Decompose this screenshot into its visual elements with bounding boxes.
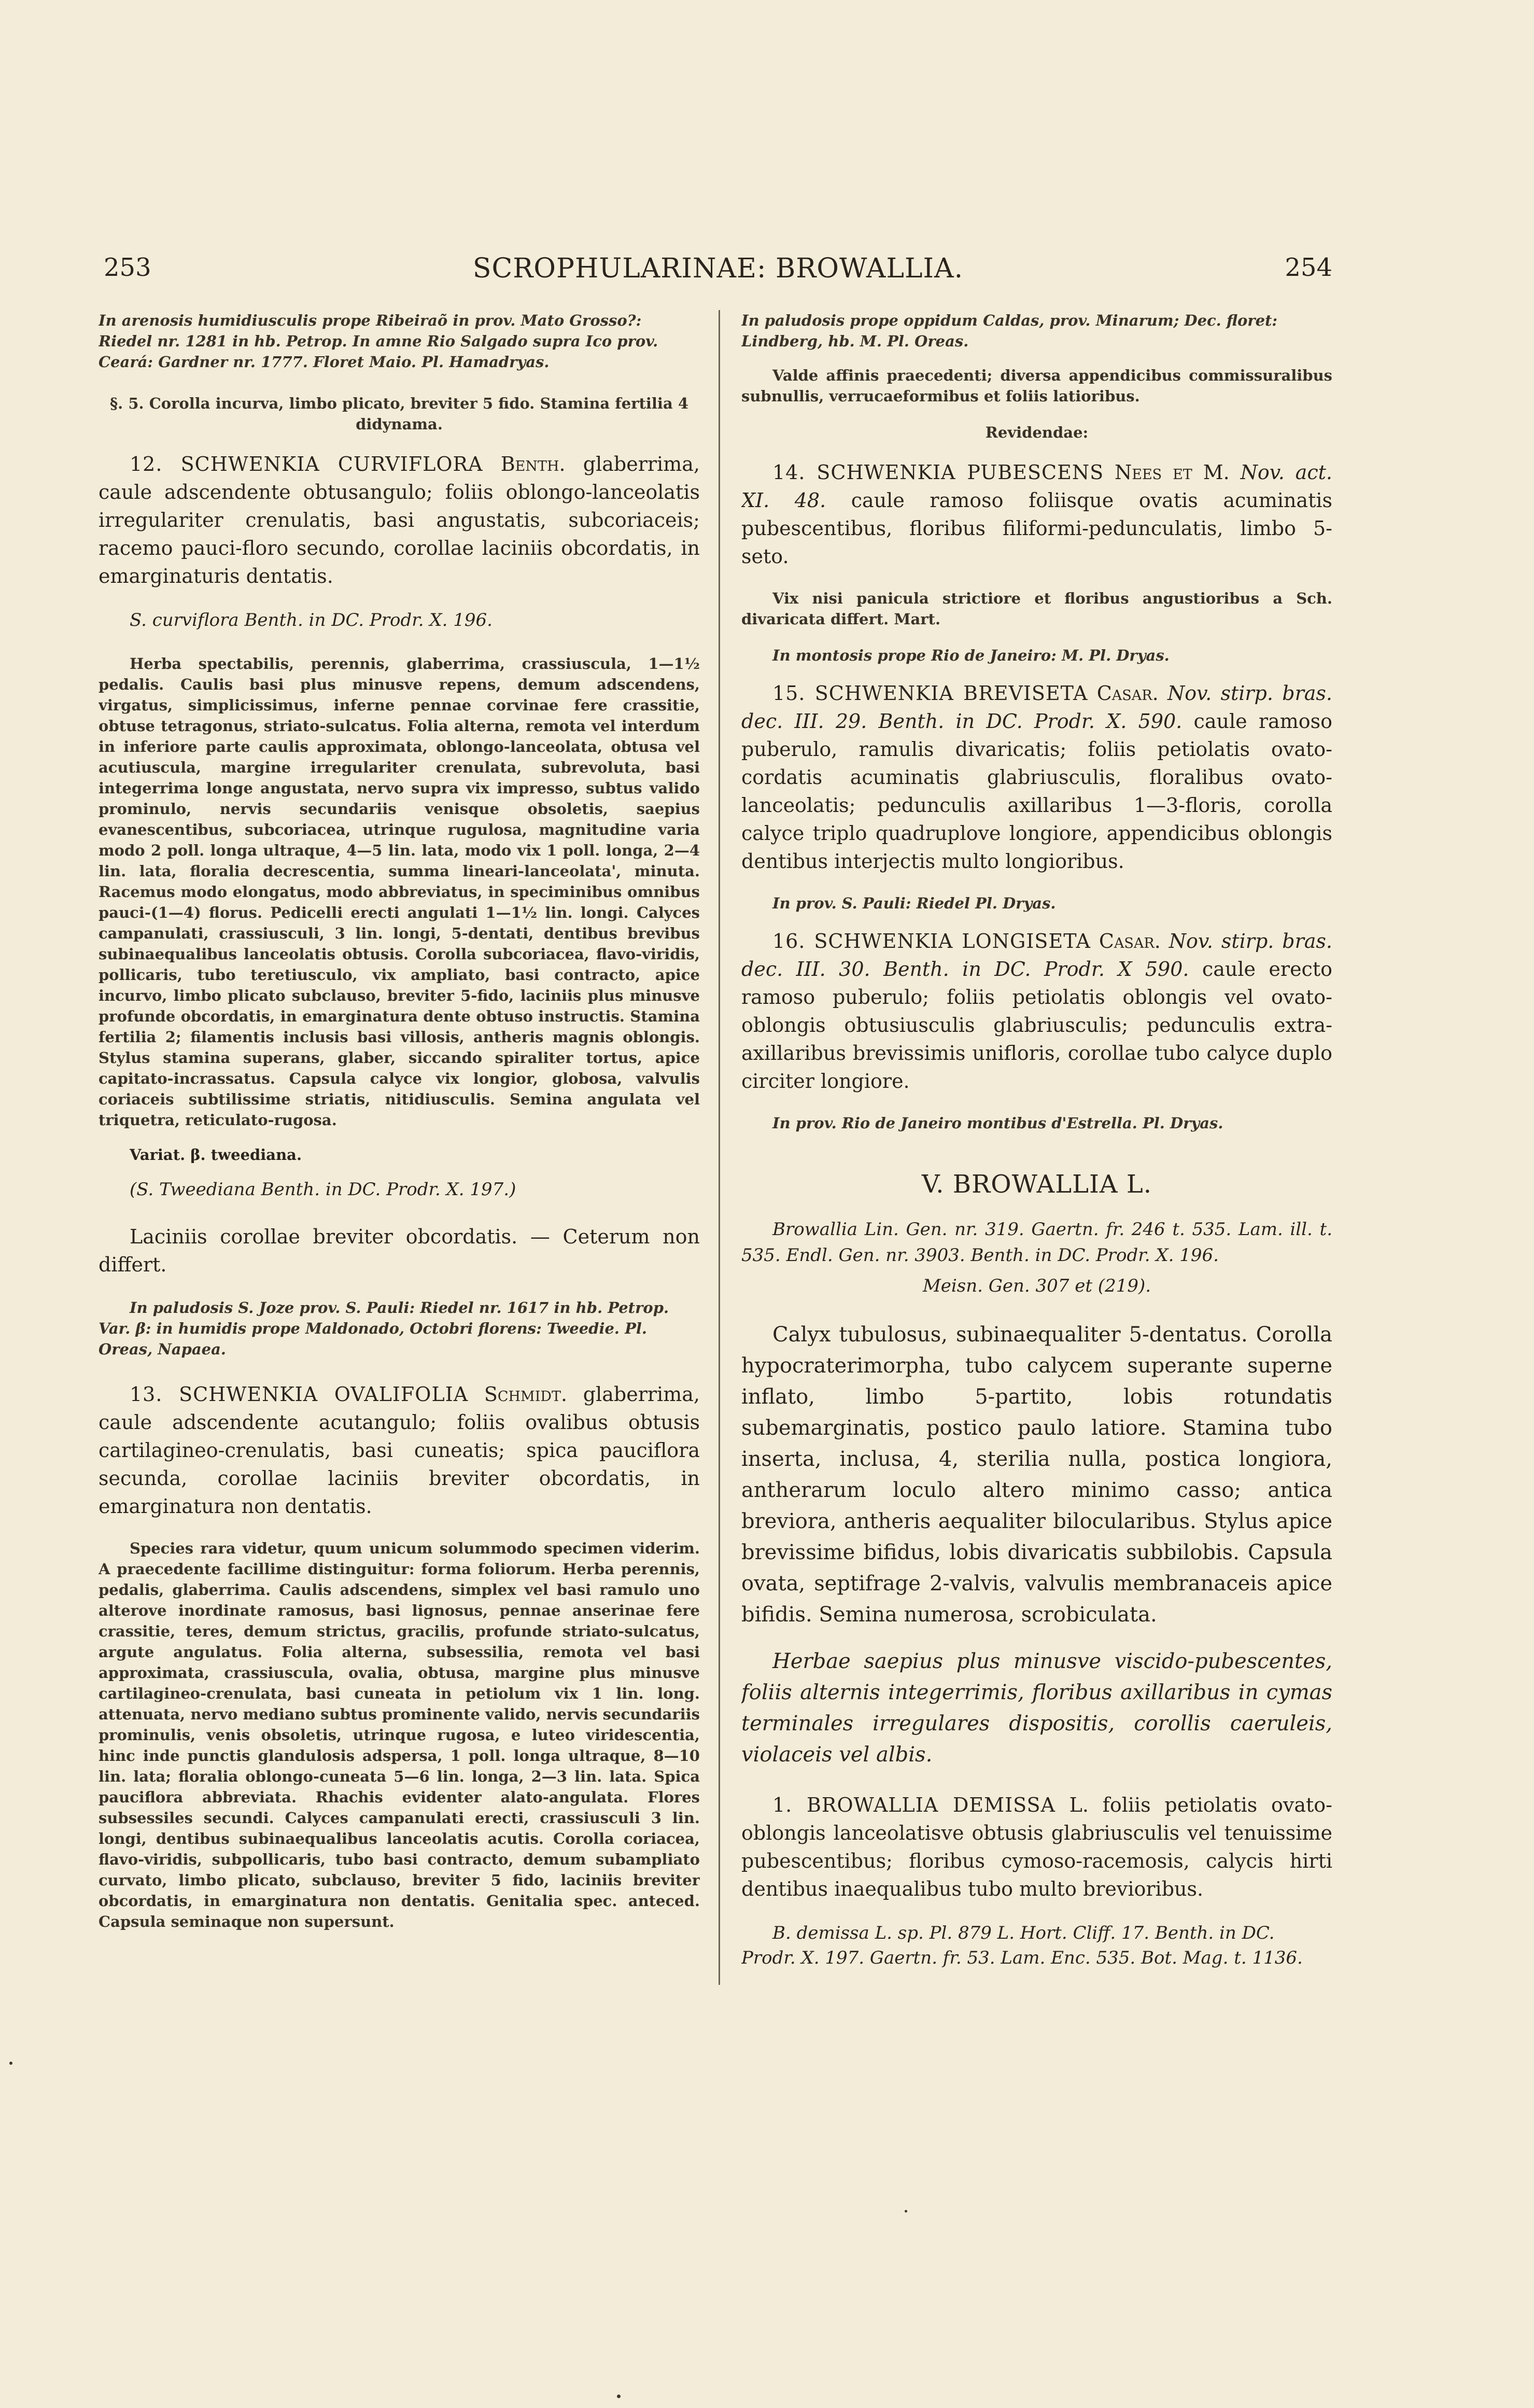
species-entry-14 bbox=[741, 458, 1332, 666]
species-name: 1. BROWALLIA DEMISSA bbox=[772, 1794, 1055, 1816]
species-description: Species rara videtur, quum unicum solummodo specimen viderim. A praecedente facillime distinguitur: forma foliorum. Herba perennis, pedalis, glaberrima. Caulis adscendens, simplex vel basi ramulo uno alterove inordinate ramosus, basi lignosus, pennae anserinae fere crassitie, teres, demum strictus, gracilis, profunde striato-sulcatus, argute angulatus. Folia alterna, subsessilia, remota vel basi approximata, crassiuscula, ovalia, obtusa, margine plus minusve cartilagineo-crenulata, basi cuneata in petiolum vix 1 lin. long. attenuata, nervo mediano subtus prominente valido, nervis secundariis prominulis, venis obsoletis, utrinque rugosa, e luteo viridescentia, hinc inde punctis glandulosis adspersa, 1 poll. longa ultraque, 8—10 lin. lata; floralia oblongo-cuneata 5—6 lin. longa, 2—3 lin. lata. Spica pauciflora abbreviata. Rhachis evidenter alato-angulata. Flores subsessiles secundi. Calyces campanulati erecti, crassiusculi 3 lin. longi, dentibus subinaequalibus lanceolatis acutis. Corolla coriacea, flavo-viridis, subpollicaris, tubo basi contracto, demum subampliato curvato, limbo plicato, subclauso, breviter 5 fido, laciniis breviter obcordatis, in emarginatura non dentatis. Genitalia spec. anteced. Capsula seminaque non supersunt. bbox=[98, 1539, 700, 1930]
species-author: Nees et M. bbox=[1115, 461, 1230, 484]
variety-text: Laciniis corollae breviter obcordatis. — Ceterum non differt. bbox=[98, 1225, 700, 1276]
page-number-left: 253 bbox=[104, 253, 151, 282]
species-diagnosis bbox=[741, 458, 1332, 570]
species-entry-15 bbox=[741, 679, 1332, 914]
section-heading: §. 5. Corolla incurva, limbo plicato, breviter 5 fido. Stamina fertilia 4 didynama. bbox=[109, 395, 689, 433]
paper-speck bbox=[905, 2210, 907, 2213]
variety-label: Variat. β. tweediana. bbox=[130, 1146, 302, 1164]
species-name: 12. SCHWENKIA CURVIFLORA bbox=[130, 453, 483, 475]
column-divider bbox=[719, 310, 720, 1985]
species-entry-12 bbox=[98, 450, 700, 1360]
species-entry-browallia-1 bbox=[741, 1791, 1332, 1970]
species-entry-13 bbox=[98, 1380, 700, 1932]
species-diagnosis bbox=[741, 927, 1332, 1095]
locality-note: In arenosis humidiusculis prope Ribeiraõ in prov. Mato Grosso?: Riedel nr. 1281 in hb. Petrop. In amne Rio Salgado supra Ico prov. Ceará: Gardner nr. 1777. Floret Maio. Pl. Hamadryas. bbox=[98, 312, 658, 371]
diagnosis-text: glaberrima, caule adscendente acutangulo; foliis ovalibus obtusis cartilagineo-crenulatis, basi cuneatis; spica pauciflora secunda, corollae laciniis breviter obcordatis, in emarginatura non dentatis. bbox=[98, 1383, 700, 1518]
species-author: Casar. bbox=[1096, 682, 1159, 705]
paper-speck bbox=[9, 2062, 12, 2065]
locality-note: In paludosis prope oppidum Caldas, prov. Minarum; Dec. floret: Lindberg, hb. M. Pl. Oreas. bbox=[741, 312, 1278, 350]
species-author: Casar. bbox=[1099, 930, 1161, 953]
diagnosis-text: caule ramoso puberulo, ramulis divaricatis; foliis petiolatis ovato-cordatis acuminatis glabriusculis, floralibus ovato-lanceolatis; pedunculis axillaribus 1—3-floris, corolla calyce triplo quadruplove longiore, appendicibus oblongis dentibus interjectis multo longioribus. bbox=[741, 710, 1332, 873]
synonym-citation: B. demissa L. sp. Pl. 879 L. Hort. Cliff. 17. Benth. in DC. Prodr. X. 197. Gaertn. fr. 53. Lam. Enc. 535. Bot. Mag. t. 1136. bbox=[741, 1923, 1303, 1968]
diagnosis-text: foliis petiolatis ovato-oblongis lanceolatisve obtusis glabriusculis vel tenuissime pubescentibus; floribus cymoso-racemosis, calycis hirti dentibus inaequalibus tubo multo brevioribus. bbox=[741, 1794, 1332, 1900]
running-header bbox=[104, 253, 1332, 289]
genus-references-continued: Meisn. Gen. 307 et (219). bbox=[922, 1276, 1151, 1296]
diagnosis-text: caule ramoso foliisque ovatis acuminatis pubescentibus, floribus filiformi-pedunculatis, limbo 5-seto. bbox=[741, 489, 1332, 568]
genus-references bbox=[741, 1216, 1332, 1268]
diagnosis-text: glaberrima, caule adscendente obtusangulo; foliis oblongo-lanceolatis irregulariter crenulatis, basi angustatis, subcoriaceis; racemo pauci-floro secundo, corollae laciniis obcordatis, in emarginaturis dentatis. bbox=[98, 453, 700, 587]
locality-note: In prov. S. Pauli: Riedel Pl. Dryas. bbox=[772, 894, 1056, 912]
diagnosis-text: caule erecto ramoso puberulo; foliis petiolatis oblongis vel ovato-oblongis obtusiusculis glabriusculis; pedunculis extra-axillaribus brevissimis unifloris, corollae tubo calyce duplo circiter longiore. bbox=[741, 958, 1332, 1093]
species-reference: Nov. stirp. bras. dec. III. 29. Benth. in DC. Prodr. X. 590. bbox=[741, 682, 1332, 733]
species-reference: Nov. stirp. bras. dec. III. 30. Benth. in DC. Prodr. X 590. bbox=[741, 930, 1332, 981]
species-name: 16. SCHWENKIA LONGISETA bbox=[772, 930, 1091, 953]
species-entry-16 bbox=[741, 927, 1332, 1133]
synonym-citation: S. curviflora Benth. in DC. Prodr. X. 196. bbox=[130, 610, 492, 631]
species-diagnosis bbox=[741, 679, 1332, 875]
page-number-right: 254 bbox=[1285, 253, 1332, 282]
running-title: SCROPHULARINAE: BROWALLIA. bbox=[472, 253, 964, 284]
genus-reference-line: Browallia Lin. Gen. nr. 319. Gaertn. fr. 246 t. 535. Lam. ill. t. 535. Endl. Gen. nr. 3903. Benth. in DC. Prodr. X. 196. bbox=[741, 1219, 1332, 1266]
genus-description: Calyx tubulosus, subinaequaliter 5-dentatus. Corolla hypocraterimorpha, tubo calycem superante superne inflato, limbo 5-partito, lobis rotundatis subemarginatis, postico paulo latiore. Stamina tubo inserta, inclusa, 4, sterilia nulla, postica longiora, antherarum loculo altero minimo casso; antica breviora, antheris aequaliter bilocularibus. Stylus apice brevissime bifidus, lobis divaricatis subbilobis. Capsula ovata, septifrage 2-valvis, valvulis membranaceis apice bifidis. Semina numerosa, scrobiculata. bbox=[741, 1323, 1332, 1627]
affinity-note: Valde affinis praecedenti; diversa appendicibus commissuralibus subnullis, verrucaeformibus et foliis latioribus. bbox=[741, 367, 1332, 405]
revidendae-heading: Revidendae: bbox=[985, 424, 1089, 441]
species-name: 13. SCHWENKIA OVALIFOLIA bbox=[130, 1383, 469, 1406]
genus-habit: Herbae saepius plus minusve viscido-pubescentes, foliis alternis integerrimis, floribus axillaribus in cymas terminales irregulares dispositis, corollis caeruleis, violaceis vel albis. bbox=[741, 1649, 1332, 1767]
species-note: Vix nisi panicula strictiore et floribus angustioribus a Sch. divaricata differt. Mart. bbox=[741, 590, 1332, 628]
species-author: L. bbox=[1069, 1794, 1089, 1816]
species-description: Herba spectabilis, perennis, glaberrima, crassiuscula, 1—1½ pedalis. Caulis basi plus minusve repens, demum adscendens, virgatus, simplicissimus, inferne pennae corvinae fere crassitie, obtuse tetragonus, striato-sulcatus. Folia alterna, remota vel interdum in inferiore parte caulis approximata, oblongo-lanceolata, obtusa vel acutiuscula, margine irregulariter crenulata, subrevoluta, basi integerrima longe angustata, nervo supra vix impresso, subtus valido prominulo, nervis secundariis venisque obsoletis, saepius evanescentibus, subcoriacea, utrinque rugulosa, magnitudine varia modo 2 poll. longa ultraque, 4—5 lin. lata, modo vix 1 poll. longa, 2—4 lin. lata, floralia decrescentia, summa lineari-lanceolata', minuta. Racemus modo elongatus, modo abbreviatus, in speciminibus omnibus pauci-(1—4) florus. Pedicelli erecti angulati 1—1½ lin. longi. Calyces campanulati, crassiusculi, 3 lin. longi, 5-dentati, dentibus brevibus subinaequalibus lanceolatis obtusis. Corolla subcoriacea, flavo-viridis, pollicaris, tubo teretiusculo, vix ampliato, basi contracto, apice incurvo, limbo plicato subclauso, breviter 5-fido, laciniis plus minusve profunde obcordatis, in emarginatura dente obtuso instructis. Stamina fertilia 2; filamentis inclusis basi villosis, antheris magnis oblongis. Stylus stamina superans, glaber, siccando spiraliter tortus, apice capitato-incrassatus. Capsula calyce vix longior, globosa, valvulis coriaceis subtilissime striatis, nitidiusculis. Semina angulata vel triquetra, reticulato-rugosa. bbox=[98, 655, 700, 1129]
species-diagnosis bbox=[98, 1380, 700, 1520]
left-column bbox=[98, 310, 700, 2087]
paper-speck bbox=[617, 2395, 621, 2398]
species-author: Schmidt. bbox=[484, 1383, 568, 1406]
species-reference: Nov. act. XI. 48. bbox=[741, 461, 1332, 512]
species-author: Benth. bbox=[500, 453, 566, 475]
species-diagnosis bbox=[741, 1791, 1332, 1903]
genus-section bbox=[741, 1170, 1332, 1770]
species-name: 14. SCHWENKIA PUBESCENS bbox=[772, 461, 1104, 484]
genus-heading: V. BROWALLIA L. bbox=[922, 1170, 1152, 1199]
variety-citation: (S. Tweediana Benth. in DC. Prodr. X. 197.) bbox=[130, 1179, 516, 1200]
species-diagnosis bbox=[98, 450, 700, 590]
locality-note: In paludosis S. Joze prov. S. Pauli: Riedel nr. 1617 in hb. Petrop. Var. β: in humidis prope Maldonado, Octobri florens: Tweedie. Pl. Oreas, Napaea. bbox=[98, 1299, 669, 1358]
species-name: 15. SCHWENKIA BREVISETA bbox=[772, 682, 1088, 705]
locality-note: In montosis prope Rio de Janeiro: M. Pl. Dryas. bbox=[772, 647, 1170, 664]
right-column bbox=[741, 310, 1332, 2087]
locality-note: In prov. Rio de Janeiro montibus d'Estrella. Pl. Dryas. bbox=[772, 1114, 1223, 1132]
